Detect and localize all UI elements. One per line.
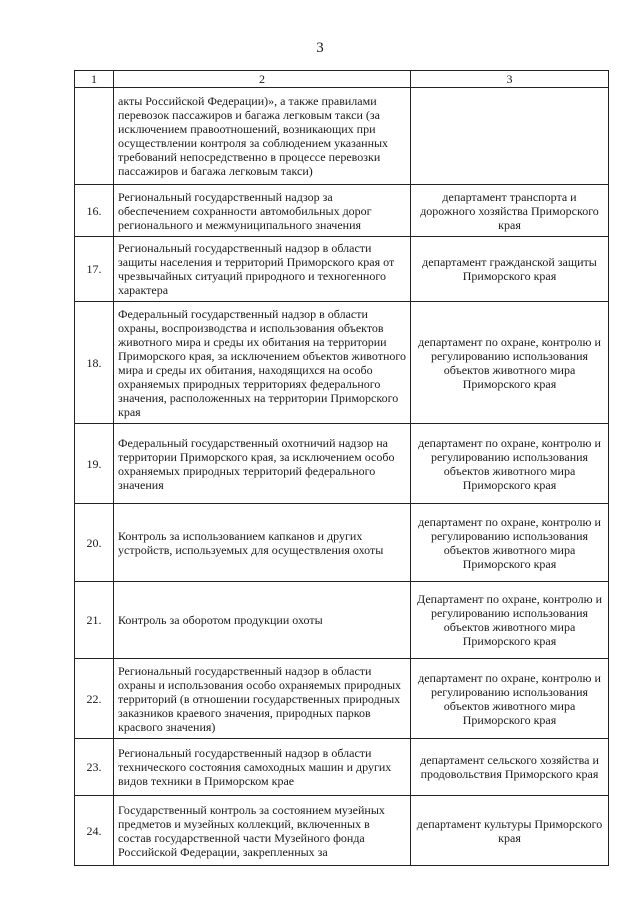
row-description: Контроль за использованием капканов и других устройств, используемых для осуществления охоты	[114, 504, 411, 582]
row-description: Региональный государственный надзор в области защиты населения и территорий Приморского края от чрезвычайных ситуаций природного и техногенного характера	[114, 237, 411, 302]
row-description: Контроль за оборотом продукции охоты	[114, 582, 411, 659]
table-row	[75, 88, 609, 185]
row-description: акты Российской Федерации)», а также правилами перевозок пассажиров и багажа легковым такси (за исключением правоотношений, возникающих при осуществлении контроля за соблюдением указанных требований непосредственно в процессе перевозки пассажиров и багажа легковым такси)	[114, 88, 411, 185]
row-number: 16.	[75, 185, 114, 237]
row-department: департамент гражданской защиты Приморского края	[411, 237, 609, 302]
table-row	[75, 302, 609, 424]
table-row	[75, 424, 609, 504]
table-row	[75, 185, 609, 237]
row-description: Региональный государственный надзор в области охраны и использования особо охраняемых природных территорий (в отношении государственных природных заказников краевого значения, природных парков красвого значения)	[114, 659, 411, 739]
header-col-3: 3	[411, 71, 609, 88]
row-description: Региональный государственный надзор за обеспечением сохранности автомобильных дорог регионального и межмуниципального значения	[114, 185, 411, 237]
row-department: департамент культуры Приморского края	[411, 796, 609, 866]
header-col-1: 1	[75, 71, 114, 88]
row-number: 19.	[75, 424, 114, 504]
row-number: 24.	[75, 796, 114, 866]
row-description: Государственный контроль за состоянием музейных предметов и музейных коллекций, включенных в состав государственной части Музейного фонда Российской Федерации, закрепленных за	[114, 796, 411, 866]
table-row	[75, 237, 609, 302]
table-row	[75, 796, 609, 866]
row-number: 23.	[75, 739, 114, 796]
row-number: 22.	[75, 659, 114, 739]
table-row	[75, 582, 609, 659]
authority-table	[74, 70, 609, 866]
row-number: 21.	[75, 582, 114, 659]
row-number: 18.	[75, 302, 114, 424]
row-department: департамент по охране, контролю и регулированию использования объектов животного мира Приморского края	[411, 424, 609, 504]
header-col-2: 2	[114, 71, 411, 88]
table-row	[75, 739, 609, 796]
row-department: Департамент по охране, контролю и регулированию использования объектов животного мира Приморского края	[411, 582, 609, 659]
row-department: департамент по охране, контролю и регулированию использования объектов животного мира Приморского края	[411, 302, 609, 424]
row-number: 20.	[75, 504, 114, 582]
row-description: Федеральный государственный охотничий надзор на территории Приморского края, за исключением особо охраняемых природных территорий федерального значения	[114, 424, 411, 504]
table-row	[75, 504, 609, 582]
row-department: департамент сельского хозяйства и продовольствия Приморского края	[411, 739, 609, 796]
row-description: Федеральный государственный надзор в области охраны, воспроизводства и использования объектов животного мира и среды их обитания на территории Приморского края, за исключением объектов животного мира и среды их обитания, находящихся на особо охраняемых природных территориях федерального значения, расположенных на территории Приморского края	[114, 302, 411, 424]
row-number	[75, 88, 114, 185]
table-row	[75, 659, 609, 739]
page-number: 3	[316, 40, 324, 56]
row-department: департамент транспорта и дорожного хозяйства Приморского края	[411, 185, 609, 237]
row-department: департамент по охране, контролю и регулированию использования объектов животного мира Приморского края	[411, 504, 609, 582]
row-department: департамент по охране, контролю и регулированию использования объектов животного мира Приморского края	[411, 659, 609, 739]
row-description: Региональный государственный надзор в области технического состояния самоходных машин и других видов техники в Приморском крае	[114, 739, 411, 796]
header-row	[75, 71, 609, 88]
row-number: 17.	[75, 237, 114, 302]
row-department	[411, 88, 609, 185]
